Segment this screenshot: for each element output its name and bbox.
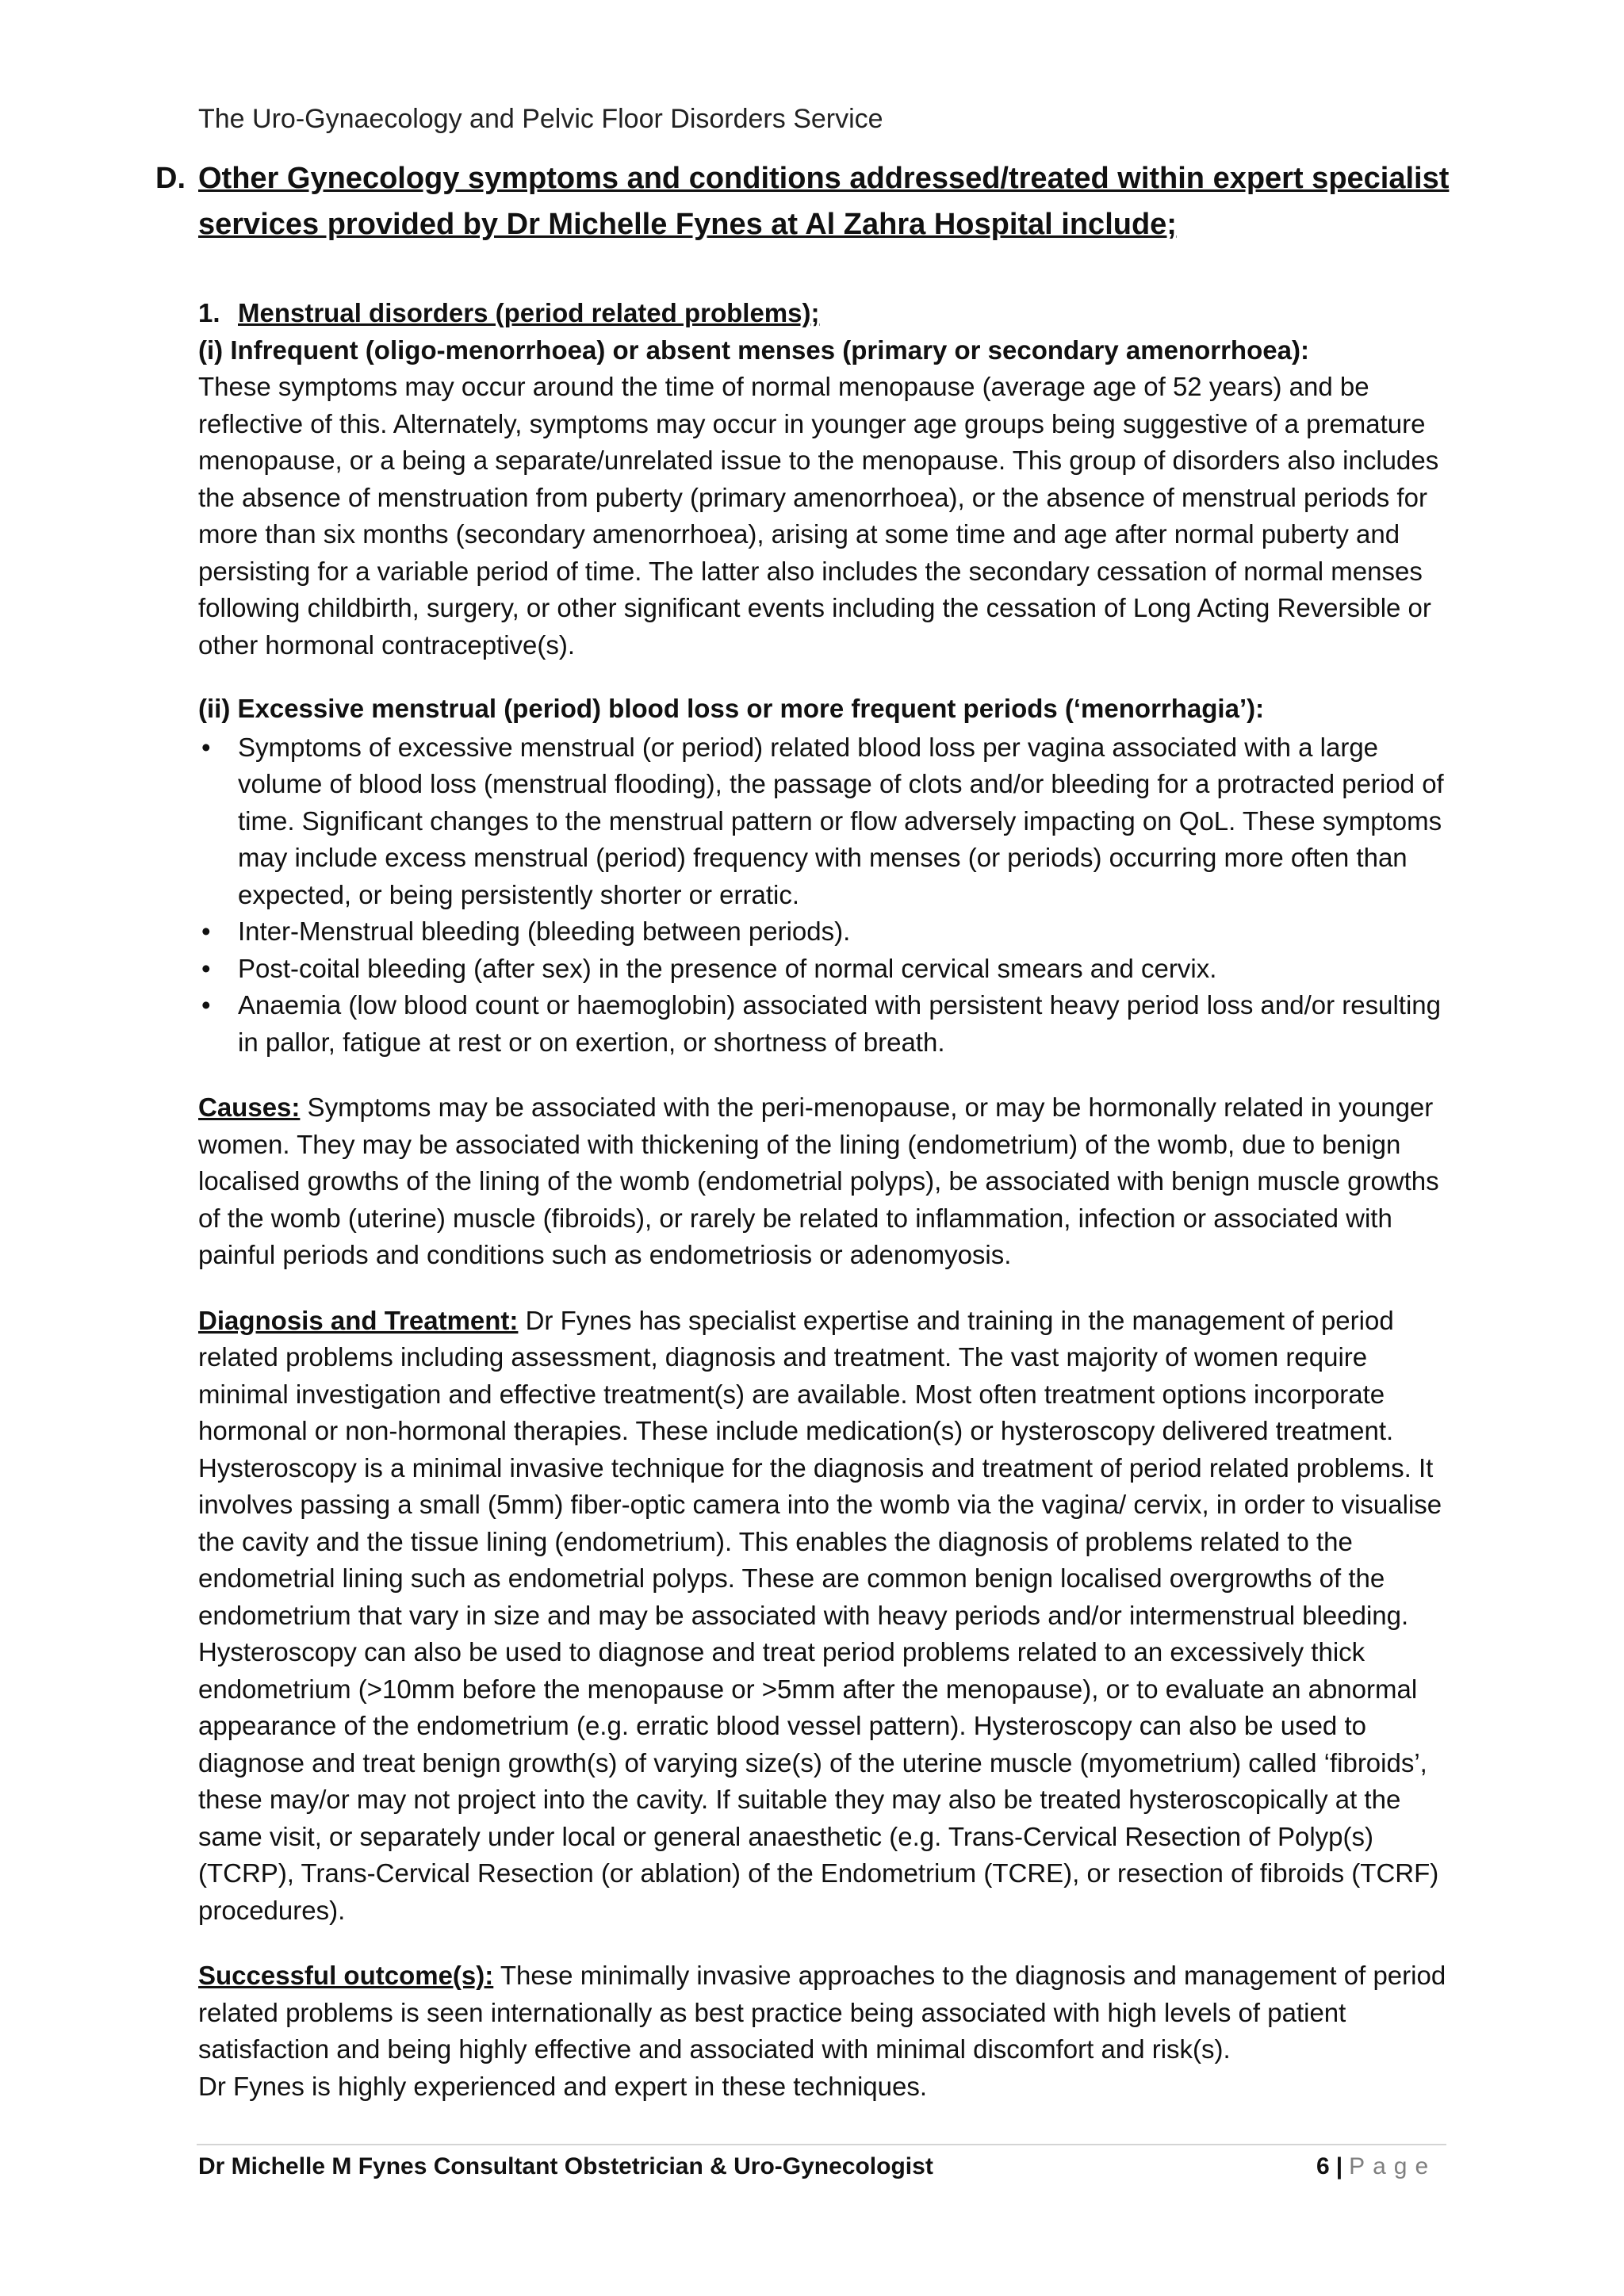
outcome-closing: Dr Fynes is highly experienced and expert in these techniques. [198,2071,928,2101]
outcome-text: These minimally invasive approaches to the diagnosis and management of period related problems is seen internationally as best practice being associated with high levels of patient satisfaction and being highly effective and associated with minimal discomfort and risk(s). [198,1961,1446,2064]
causes-text: Symptoms may be associated with the peri-menopause, or may be hormonally related in younger women. They may be associated with thickening of the lining (endometrium) of the womb, due to benign localised growths of the lining of the womb (endometrial polyps), be associated with benign muscle growths of the womb (uterine) muscle (fibroids), or rarely be related to inflammation, infection or associated with painful periods and conditions such as endometriosis or adenomyosis. [198,1093,1439,1269]
section-letter: D. [155,162,186,195]
bullet-icon: • [201,953,211,983]
list-item [198,729,1451,914]
part-i-heading: (i) Infrequent (oligo-menorrhoea) or absent menses (primary or secondary amenorrhoea): [198,335,1309,365]
spacer [198,1929,1451,1957]
bullet-icon: • [201,732,211,762]
subsection-title [198,295,1451,332]
list-item-text: Post-coital bleeding (after sex) in the presence of normal cervical smears and cervix. [238,953,1217,983]
list-item-text: Inter-Menstrual bleeding (bleeding between periods). [238,916,851,946]
symptom-list [198,729,1451,1062]
diagnosis-label: Diagnosis and Treatment: [198,1305,519,1335]
causes-label: Causes: [198,1093,301,1122]
page-number: 6 [1316,2153,1330,2179]
list-item [198,987,1451,1061]
footer-author: Dr Michelle M Fynes Consultant Obstetrician & Uro-Gynecologist [198,2153,933,2179]
spacer [198,1274,1451,1303]
part-i-body: These symptoms may occur around the time of normal menopause (average age of 52 years) and be reflective of this. Alternately, symptoms may occur in younger age groups being suggestive of a premature menopause, or a being a separate/unrelated issue to the menopause. This group of disorders also includes the absence of menstruation from puberty (primary amenorrhoea), or the absence of menstrual periods for more than six months (secondary amenorrhoea), arising at some time and age after normal puberty and persisting for a variable period of time. The latter also includes the secondary cessation of normal menses following childbirth, surgery, or other significant events including the cessation of Long Acting Reversible or other hormonal contraceptive(s). [198,372,1439,660]
spacer [198,664,1451,691]
list-item [198,913,1451,951]
list-item-text: Symptoms of excessive menstrual (or period) related blood loss per vagina associated with a large volume of blood loss (menstrual flooding), the passage of clots and/or bleeding for a protracted period of time. Significant changes to the menstrual pattern or flow adversely impacting on QoL. These symptoms may include excess menstrual (period) frequency with menses (or periods) occurring more often than expected, or being persistently shorter or erratic. [238,732,1444,909]
list-item-text: Anaemia (low blood count or haemoglobin) associated with persistent heavy period loss and/or resulting in pallor, fatigue at rest or on exertion, or shortness of breath. [238,990,1442,1057]
bullet-icon: • [201,916,211,946]
diagnosis-text: Dr Fynes has specialist expertise and training in the management of period related problems including assessment, diagnosis and treatment. The vast majority of women require minimal investigation and effective treatment(s) are available. Most often treatment options incorporate hormonal or non-hormonal therapies. These include medication(s) or hysteroscopy delivered treatment. Hysteroscopy is a minimal invasive technique for the diagnosis and treatment of period related problems. It involves passing a small (5mm) fiber-optic camera into the womb via the vagina/ cervix, in order to visualise the cavity and the tissue lining (endometrium). This enables the diagnosis of problems related to the endometrial lining such as endometrial polyps. These are common benign localised overgrowths of the endometrium that vary in size and may be associated with heavy periods and/or intermenstrual bleeding. Hysteroscopy can also be used to diagnose and treat period problems related to an excessively thick endometrium (>10mm before the menopause or >5mm after the menopause), or to evaluate an abnormal appearance of the endometrium (e.g. erratic blood vessel pattern). Hysteroscopy can also be used to diagnose and treat benign growth(s) of varying size(s) of the uterine muscle (myometrium) called ‘fibroids’, these may/or may not project into the cavity. If suitable they may also be treated hysteroscopically at the same visit, or separately under local or general anaesthetic (e.g. Trans-Cervical Resection of Polyp(s) (TCRP), Trans-Cervical Resection (or ablation) of the Endometrium (TCRE), or resection of fibroids (TCRF) procedures). [198,1305,1442,1925]
page-separator: | [1335,2153,1343,2179]
main-content [198,295,1451,2105]
spacer [198,1061,1451,1089]
outcome-paragraph [198,1957,1451,2068]
footer-divider [197,2144,1446,2145]
bullet-icon: • [201,990,211,1020]
diagnosis-paragraph [198,1303,1451,1930]
subsection-title-text: Menstrual disorders (period related problems); [238,298,820,327]
footer-page-indicator [1316,2150,1436,2183]
page-word: Page [1349,2153,1437,2179]
running-header: The Uro-Gynaecology and Pelvic Floor Disorders Service [198,104,883,134]
causes-paragraph [198,1089,1451,1274]
part-ii-heading: (ii) Excessive menstrual (period) blood loss or more frequent periods (‘menorrhagia’): [198,694,1265,723]
section-title: Other Gynecology symptoms and conditions addressed/treated within expert specialist services provided by Dr Michelle Fynes at Al Zahra Hospital include; [198,162,1450,241]
list-item [198,951,1451,988]
outcome-label: Successful outcome(s): [198,1961,494,1990]
subsection-number: 1. [198,298,220,327]
